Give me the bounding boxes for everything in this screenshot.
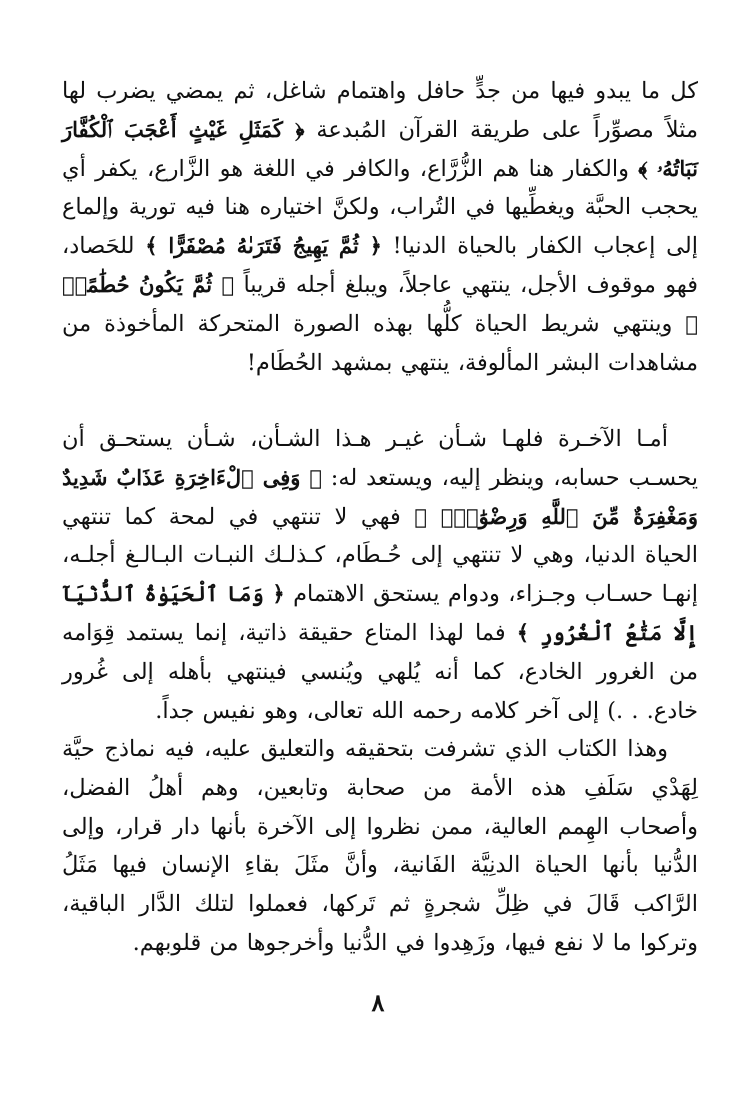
paragraph-2-text-3: فما لهذا المتاع حقيقة ذاتية، إنما يستمد قِوَامه من الغرور الخادع، كما أنه يُلهي ويُنسي فينتهي بأهله إلى غُرور خادع. . .) إلى آخر كلامه رحمه الله تعالى، وهو نفيس جداً.: [62, 619, 698, 724]
paragraph-3-text-1: وهذا الكتاب الذي تشرفت بتحقيقه والتعليق عليه، فيه نماذج حيَّة لِهَدْي سَلَفِ هذه الأمة من صحابة وتابعين، وهم أهلُ الفضل، وأصحاب الهِمم العالية، ممن نظروا إلى الآخرة بأنها دار قرار، وإلى الدُّنيا بأنها الحياة الدنِيَّة الفَانية، وأنَّ مثَلَ بقاءِ الإنسان فيها مَثَلُ الرَّاكب قَالَ في ظِلِّ شجرةٍ ثم تَركها، فعملوا لتلك الدَّار الباقية، وتركوا ما لا نفع فيها، وزَهِدوا في الدُّنيا وأخرجوها من قلوبهم.: [62, 736, 698, 956]
paragraph-2-text-1: أمـا الآخـرة فلهـا شـأن غيـر هـذا الشـأن، شـأن يستحـق أن يحسـب حسابه، وينظر إليه، ويستعد له:: [62, 426, 698, 491]
paragraph-1-text-1: كل ما يبدو فيها من جدٍّ حافل واهتمام شاغل، ثم يمضي يضرب لها مثلاً مصوِّراً على طريقة القرآن المُبدعة: [62, 78, 698, 143]
paragraph-2-text-2: فهي لا تنتهي في لمحة كما تنتهي الحياة الدنيا، وهي لا تنتهي إلى حُـطَام، كـذلـك النبـات البـالـغ أجلـه، إنهـا حسـاب وجـزاء، ودوام يستحق الاهتمام: [62, 503, 698, 608]
paragraph-3: [62, 730, 698, 963]
paragraph-1-text-4: وينتهي شريط الحياة كلُّها بهذه الصورة المتحركة المأخوذة من مشاهدات البشر المألوفة، ينتهي بمشهد الحُطَام!: [62, 310, 698, 376]
quran-verse-2: ﴿ ثُمَّ يَهِيجُ فَتَرَىٰهُ مُصْفَرًّا ﴾: [145, 233, 382, 259]
quran-verse-3: ﴿ ثُمَّ يَكُونُ حُطَٰمًاۖ ﴾: [62, 271, 698, 336]
quran-verse-5: ﴿ وَمَا ٱلْحَيَوٰةُ ٱلدُّنْيَآ إِلَّا مَتَٰعُ ٱلْغُرُورِ ﴾: [62, 581, 698, 645]
quran-verse-4: ﴿ وَفِى ٱلْءَاخِرَةِ عَذَابٌ شَدِيدٌ وَمَغْفِرَةٌ مِّنَ ٱللَّهِ وَرِضْوَٰنٌۚ ﴾: [62, 464, 699, 529]
page-number: ٨: [371, 988, 385, 1017]
paragraph-1: [62, 72, 698, 382]
paragraph-1-text-3: للحَصاد، فهو موقوف الأجل، ينتهي عاجلاً، ويبلغ أجله قريباً: [62, 233, 699, 298]
paragraph-1-text-2: والكفار هنا هم الزُّرَّاع، والكافر في اللغة هو الزَّارع، يكفر أي يحجب الحبَّة ويغطِّيها في التُراب، ولكنَّ اختياره هنا فيه تورية وإلماع إلى إعجاب الكفار بالحياة الدنيا!: [62, 155, 698, 260]
paragraph-2: [62, 420, 698, 730]
quran-verse-1: ﴿ كَمَثَلِ غَيْثٍ أَعْجَبَ ٱلْكُفَّارَ نَبَاتُهُۥ ﴾: [62, 116, 698, 181]
